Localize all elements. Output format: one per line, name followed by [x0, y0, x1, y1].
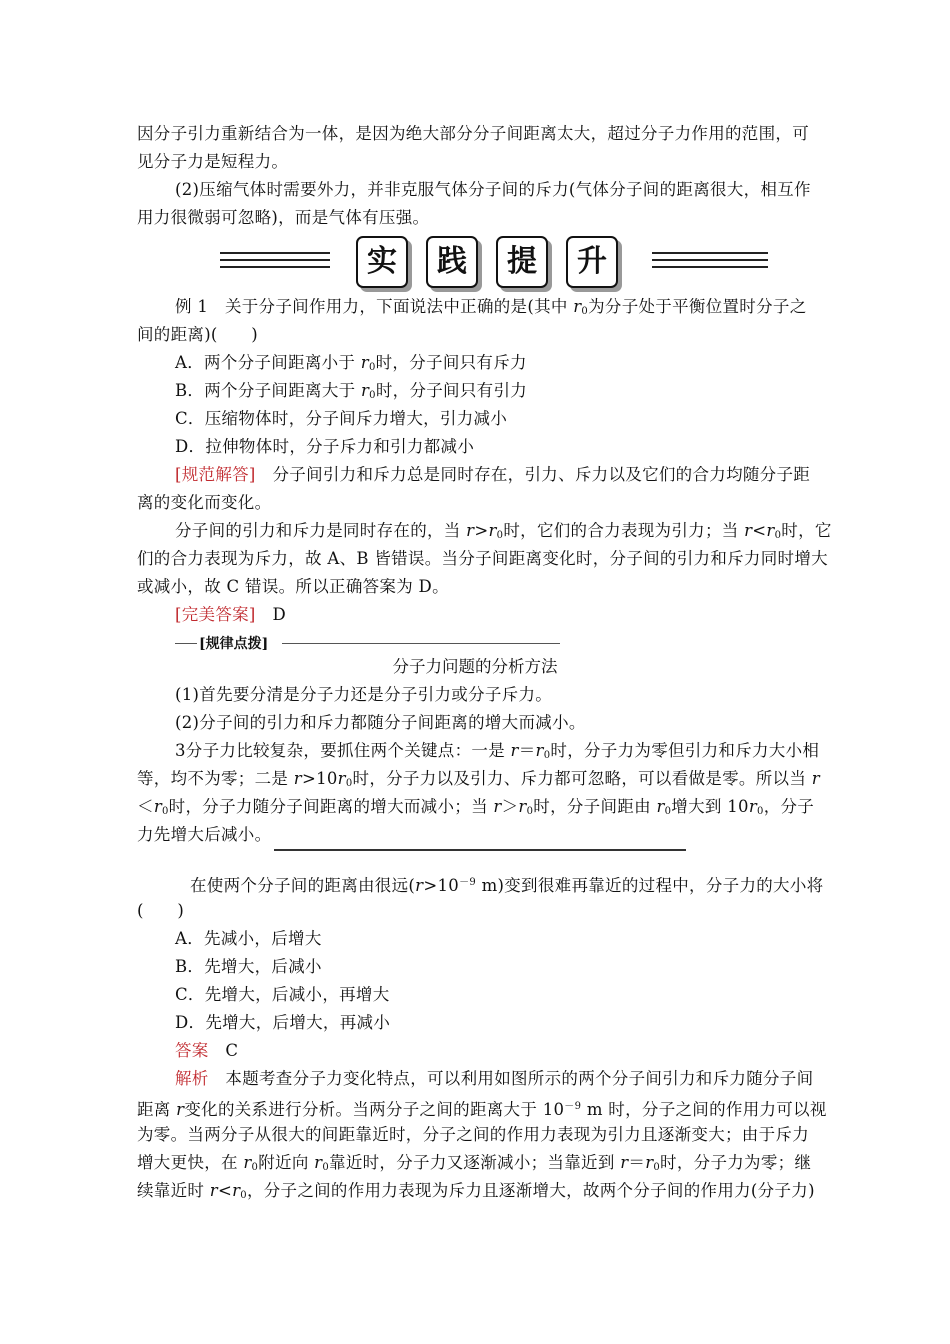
q2-option-d: D．先增大，后增大，再减小: [175, 1013, 391, 1032]
tips-label: [规律点拨]: [199, 636, 269, 652]
banner-line: [220, 259, 330, 261]
banner-char: 实: [356, 236, 408, 288]
tips-rule-right: [282, 643, 560, 644]
q2-option-c: C．先增大，后减小，再增大: [175, 985, 390, 1004]
standard-answer-2: 离的变化而变化。: [137, 493, 272, 512]
analysis-line-1: 分子间的引力和斥力是同时存在的，当 $r>r_0$时，它们的合力表现为引力；当 $r<r_0$时，它: [175, 521, 832, 541]
example-question-2: 间的距离)( ): [137, 325, 259, 344]
option-c: C．压缩物体时，分子间斥力增大，引力减小: [175, 409, 508, 428]
intro-line-3: (2)压缩气体时需要外力，并非克服气体分子间的斥力(气体分子间的距离很大，相互作: [175, 180, 811, 199]
banner-line: [652, 259, 768, 261]
q2-explanation-3: 为零。当两分子从很大的间距靠近时，分子之间的作用力表现为引力且逐渐变大；由于斥力: [137, 1125, 809, 1144]
intro-line-4: 用力很微弱可忽略)，而是气体有压强。: [137, 208, 430, 227]
tip-1: (1)首先要分清是分子力还是分子引力或分子斥力。: [175, 685, 553, 704]
banner-char: 升: [566, 236, 618, 288]
tips-title: 分子力问题的分析方法: [392, 657, 558, 676]
banner-line: [220, 252, 330, 254]
banner-line: [652, 266, 768, 268]
banner-line: [220, 266, 330, 268]
q2-answer: 答案 C: [175, 1041, 239, 1060]
q2-explanation-2: 距离 r变化的关系进行分析。当两分子之间的距离大于 $10^{-9}$ m 时，分子之间的作用力可以视: [137, 1100, 827, 1119]
q2-explanation-1: 解析 本题考查分子力变化特点，可以利用如图所示的两个分子间引力和斥力随分子间: [175, 1069, 814, 1088]
tips-rule-left: [175, 643, 197, 644]
example-question: 例 1 关于分子间作用力，下面说法中正确的是(其中 $r_0$为分子处于平衡位置时分子之: [175, 297, 807, 317]
q2-stem: 在使两个分子间的距离由很远($r>10^{-9}$ m)变到很难再靠近的过程中，分子力的大小将: [190, 876, 824, 895]
tip-3-line-3: $<r_0$时，分子力随分子间距离的增大而减小；当 $r>r_0$时，分子间距由 $r_0$增大到 $10r_0$，分子: [137, 797, 815, 817]
q2-explanation-4: 增大更快，在 $r_0$附近向 $r_0$靠近时，分子力又逐渐减小；当靠近到 $r=r_0$时，分子力为零；继: [137, 1153, 812, 1173]
analysis-line-2: 们的合力表现为斥力，故 A、B 皆错误。当分子间距离变化时，分子间的引力和斥力同时增大: [137, 549, 828, 568]
tip-2: (2)分子间的引力和斥力都随分子间距离的增大而减小。: [175, 713, 586, 732]
option-d: D．拉伸物体时，分子斥力和引力都减小: [175, 437, 475, 456]
analysis-line-3: 或减小，故 C 错误。所以正确答案为 D。: [137, 577, 449, 596]
q2-option-b: B．先增大，后减小: [175, 957, 322, 976]
tip-3-line-4: 力先增大后减小。: [137, 825, 272, 844]
intro-line-2: 见分子力是短程力。: [137, 152, 289, 171]
practice-banner: [220, 236, 770, 292]
banner-char: 践: [426, 236, 478, 288]
q2-explanation-5: 续靠近时 $r<r_0$，分子之间的作用力表现为斥力且逐渐增大，故两个分子间的作用力(分子力): [137, 1181, 815, 1201]
banner-line: [652, 252, 768, 254]
option-a: A．两个分子间距离小于 $r_0$时，分子间只有斥力: [175, 353, 527, 373]
banner-char: 提: [496, 236, 548, 288]
tip-3-line-2: 等，均不为零；二是 $r>10r_0$时，分子力以及引力、斥力都可忽略，可以看做是零。所以当 r: [137, 769, 820, 789]
intro-line-1: 因分子引力重新结合为一体，是因为绝大部分分子间距离太大，超过分子力作用的范围，可: [137, 124, 809, 143]
section-separator: [274, 849, 686, 851]
q2-stem-2: ( ): [137, 901, 185, 920]
q2-option-a: A．先减小，后增大: [175, 929, 322, 948]
perfect-answer: [完美答案] D: [175, 605, 287, 624]
standard-answer: [规范解答] 分子间引力和斥力总是同时存在，引力、斥力以及它们的合力均随分子距: [175, 465, 811, 484]
option-b: B．两个分子间距离大于 $r_0$时，分子间只有引力: [175, 381, 528, 401]
tip-3: 3分子力比较复杂，要抓住两个关键点：一是 $r=r_0$时，分子力为零但引力和斥力大小相: [175, 741, 820, 761]
